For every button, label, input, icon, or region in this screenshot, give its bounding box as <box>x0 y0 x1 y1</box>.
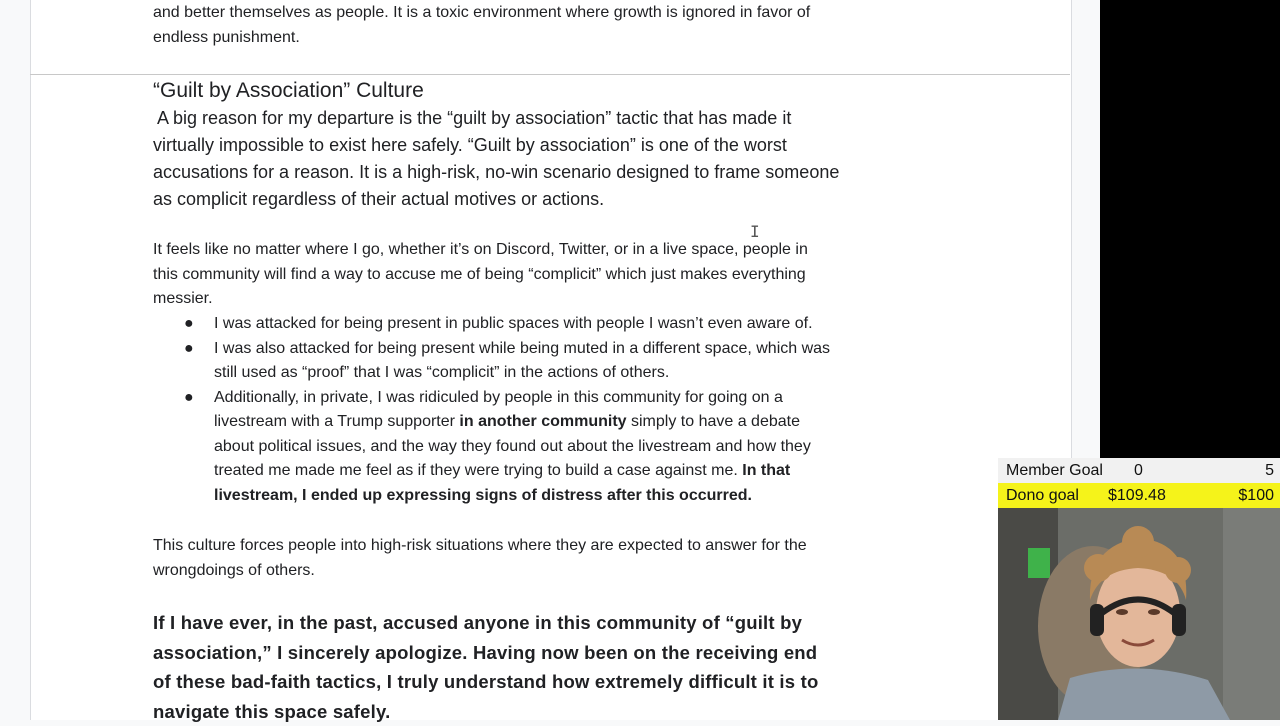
dono-goal-current: $109.48 <box>1108 486 1166 504</box>
list-item <box>153 337 953 386</box>
dono-goal-target: $100 <box>1238 486 1274 504</box>
text-line: and better themselves as people. It is a toxic environment where growth is ignored in favor of <box>153 4 811 21</box>
webcam-person-icon <box>998 508 1280 720</box>
culture-paragraph <box>153 534 953 583</box>
bold-text: In that <box>742 462 791 479</box>
text-line: association,” I sincerely apologize. Having now been on the receiving end <box>153 641 818 663</box>
text-line: still used as “proof” that I was “complicit” in the actions of others. <box>214 364 670 381</box>
bullet-icon: ● <box>184 339 194 357</box>
apology-paragraph <box>153 608 953 726</box>
text-line: as complicit regardless of their actual motives or actions. <box>153 189 605 209</box>
text-line: wrongdoings of others. <box>153 561 315 579</box>
text-line: of these bad-faith tactics, I truly understand how extremely difficult it is to <box>153 671 819 692</box>
text-line: This culture forces people into high-risk situations where they are expected to answer for the <box>153 537 807 554</box>
text-line: about political issues, and the way they found out about the livestream and how they <box>214 437 811 455</box>
page-break <box>30 74 1070 75</box>
text-line: livestream with a Trump supporter <box>214 413 460 430</box>
text-line: this community will find a way to accuse me of being “complicit” which just makes everything <box>153 265 806 283</box>
text-cursor-icon: I <box>750 222 760 241</box>
text-line: virtually impossible to exist here safely. “Guilt by association” is one of the worst <box>153 135 787 155</box>
webcam-feed <box>998 508 1280 720</box>
bullet-icon: ● <box>184 388 194 406</box>
bullet-list <box>153 312 953 508</box>
text-line: A big reason for my departure is the “guilt by association” tactic that has made it <box>153 108 792 128</box>
feels-paragraph <box>153 238 953 312</box>
text-line: I was attacked for being present in public spaces with people I wasn’t even aware of. <box>214 315 813 332</box>
member-goal-target: 5 <box>1265 461 1274 479</box>
section-heading: “Guilt by Association” Culture <box>153 79 424 102</box>
text-line: treated me made me feel as if they were trying to build a case against me. <box>214 462 743 479</box>
text-line: simply to have a debate <box>626 413 800 430</box>
text-line: It feels like no matter where I go, whether it’s on Discord, Twitter, or in a live space, people in <box>153 241 808 258</box>
dono-goal-bar <box>998 483 1280 508</box>
text-line: navigate this space safely. <box>153 700 391 722</box>
text-line: If I have ever, in the past, accused anyone in this community of “guilt by <box>153 612 803 633</box>
member-goal-label: Member Goal <box>1006 461 1103 479</box>
dono-goal-label: Dono goal <box>1006 486 1079 504</box>
bullet-icon: ● <box>184 315 194 332</box>
text-line: I was also attacked for being present while being muted in a different space, which was <box>214 339 831 357</box>
text-line: endless punishment. <box>153 28 300 46</box>
text-line: Additionally, in private, I was ridiculed by people in this community for going on a <box>214 388 783 406</box>
list-item <box>153 386 953 509</box>
member-goal-current: 0 <box>1134 461 1143 479</box>
intro-paragraph <box>153 105 953 213</box>
text-line: messier. <box>153 290 213 307</box>
member-goal-bar <box>998 458 1280 483</box>
text-line: accusations for a reason. It is a high-risk, no-win scenario designed to frame someone <box>153 162 840 182</box>
bold-text: in another community <box>459 413 627 430</box>
top-paragraph <box>153 1 953 50</box>
bold-text: livestream, I ended up expressing signs of distress after this occurred. <box>214 486 752 504</box>
stream-black-panel <box>1100 0 1280 458</box>
list-item <box>153 312 953 337</box>
